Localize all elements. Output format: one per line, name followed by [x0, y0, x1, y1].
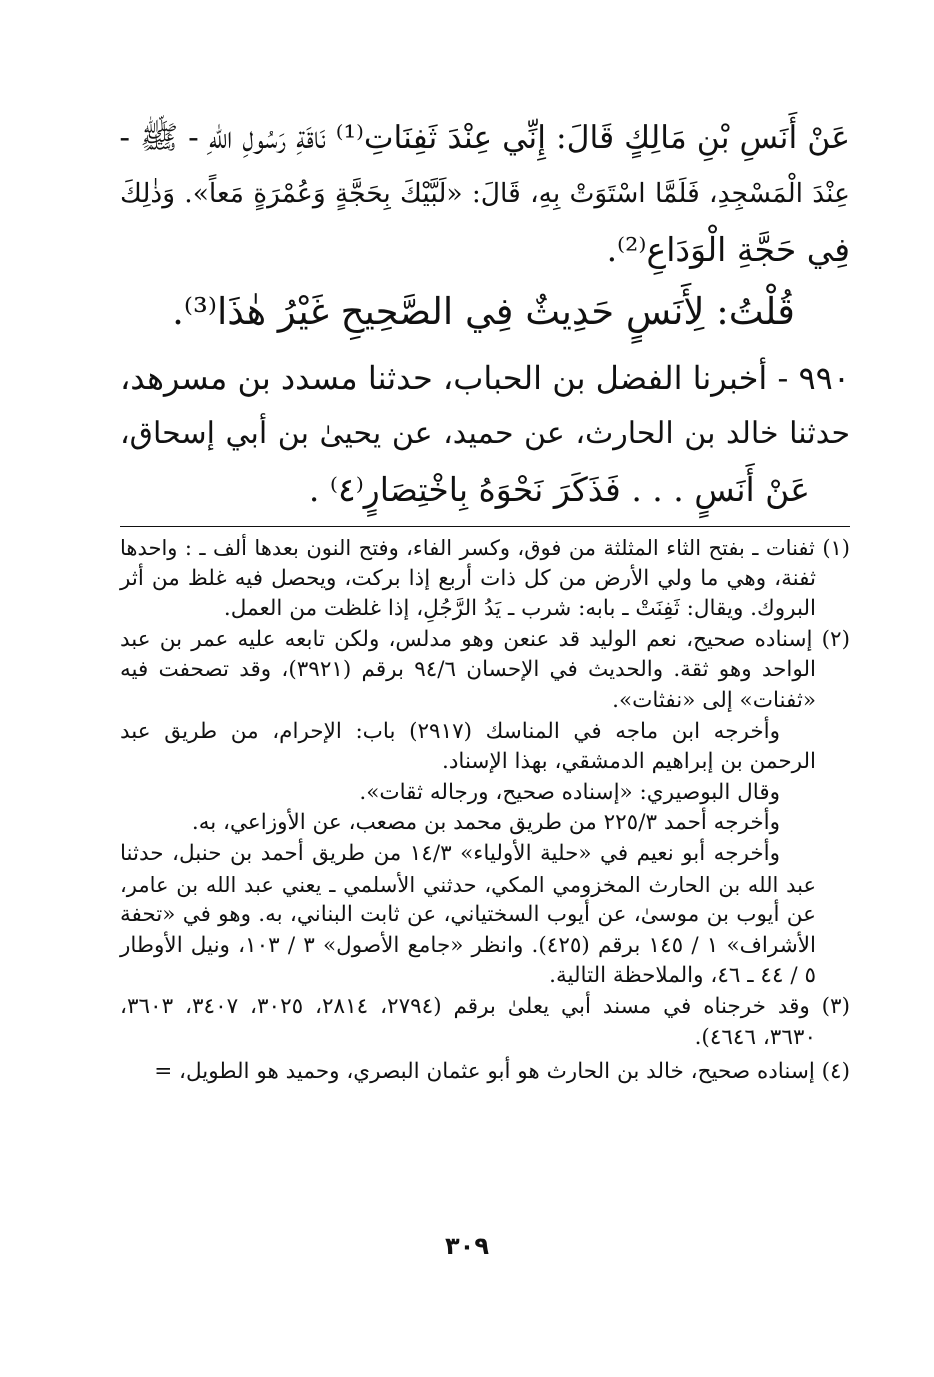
footnote-line: (١) ثفنات ـ بفتح الثاء المثلثة من فوق، وكسر الفاء، وفتح النون بعدها ألف ـ : واحدها	[120, 536, 850, 560]
footnote-line: الأشراف» ١ / ١٤٥ برقم (٤٢٥). وانظر «جامع الأصول» ٣ / ١٠٣، ونيل الأوطار	[120, 932, 816, 958]
footnote-line: الواحد وهو ثقة. والحديث في الإحسان ٩٤/٦ برقم (٣٩٢١)، وقد تصحفت فيه	[120, 657, 817, 683]
footnote-line: وأخرجه أبو نعيم في «حلية الأولياء» ١٤/٣ من طريق أحمد بن حنبل، حدثنا	[120, 840, 780, 866]
footnote-line: وقال البوصيري: «إسناده صحيح، ورجاله ثقات».	[359, 779, 780, 805]
footnote-line: (٢) إسناده صحيح، نعم الوليد قد عنعن وهو مدلس، ولكن تابعه عليه عمر بن عبد	[120, 626, 850, 652]
author-comment: قُلْتُ: لِأَنَسٍ حَدِيثٌ فِي الصَّحِيحِ غَيْرُ هٰذَا⁽³⁾.	[172, 290, 795, 333]
main-text-line: ٩٩٠ - أخبرنا الفضل بن الحباب، حدثنا مسدد بن مسرهد،	[119, 359, 850, 397]
footnote-line: (٣) وقد خرجناه في مسند أبي يعلىٰ برقم (٢٧٩٤، ٢٨١٤، ٣٠٢٥، ٣٤٠٧، ٣٦٠٣،	[120, 993, 850, 1019]
footnote-line: (٤) إسناده صحيح، خالد بن الحارث هو أبو عثمان البصري، وحميد هو الطويل، =	[154, 1059, 850, 1085]
footnote-line: ٣٦٣٠، ٤٦٤٦).	[694, 1024, 816, 1050]
main-text-line: عِنْدَ الْمَسْجِدِ، فَلَمَّا اسْتَوَتْ بِهِ، قَالَ: «لَبَّيْكَ بِحَجَّةٍ وَعُمْرَةٍ مَعاً». وَذٰلِكَ	[120, 178, 850, 209]
footnote-line: الرحمن بن إبراهيم الدمشقي، بهذا الإسناد.	[441, 749, 816, 775]
hadith-990-text	[120, 350, 850, 518]
main-text-line: حدثنا خالد بن الحارث، عن حميد، عن يحيىٰ بن أبي إسحاق،	[120, 416, 850, 451]
footnote-line: ثفنة، وهي ما ولي الأرض من كل ذات أربع إذا بركت، ويحصل فيه غلظ من أثر	[120, 565, 816, 591]
main-text-line: عَنْ أَنَسِ بْنِ مَالِكٍ قَالَ: إِنِّي عِنْدَ ثَفِنَاتِ⁽¹⁾ نَاقَةِ رَسُولِ اللهِ - ﷺ -	[119, 120, 850, 156]
footnotes	[120, 533, 850, 1088]
book-page	[120, 110, 850, 1088]
footnote-line: البروك. ويقال: ثَفِنَتْ ـ بابه: شرب ـ يَدُ الرَّجُلِ، إذا غلظت من العمل.	[223, 596, 816, 622]
footnote-line: «ثفنات» إلى «نفثات».	[612, 687, 816, 713]
hadith-989-text	[120, 110, 850, 278]
main-text-line: عَنْ أَنَسٍ . . . فَذَكَرَ نَحْوَهُ بِاخْتِصَارٍ⁽٤⁾ .	[308, 470, 810, 509]
footnote-line: عن أيوب بن موسىٰ، عن أيوب السختياني، عن ثابت البناني، به. وهو في «تحفة	[120, 902, 816, 928]
main-text-line: فِي حَجَّةِ الْوَدَاعِ⁽²⁾.	[606, 230, 850, 269]
footnote-separator	[120, 526, 850, 527]
page-number: ٣٠٩	[445, 1232, 489, 1260]
footnote-line: ٥ / ٤٤ ـ ٤٦، والملاحظة التالية.	[549, 963, 816, 989]
footnote-line: عبد الله بن الحارث المخزومي المكي، حدثني الأسلمي ـ يعني عبد الله بن عامر،	[120, 872, 816, 897]
footnote-line: وأخرجه ابن ماجه في المناسك (٢٩١٧) باب: الإحرام، من طريق عبد	[120, 718, 780, 744]
footnote-line: وأخرجه أحمد ٢٢٥/٣ من طريق محمد بن مصعب، عن الأوزاعي، به.	[191, 810, 780, 836]
